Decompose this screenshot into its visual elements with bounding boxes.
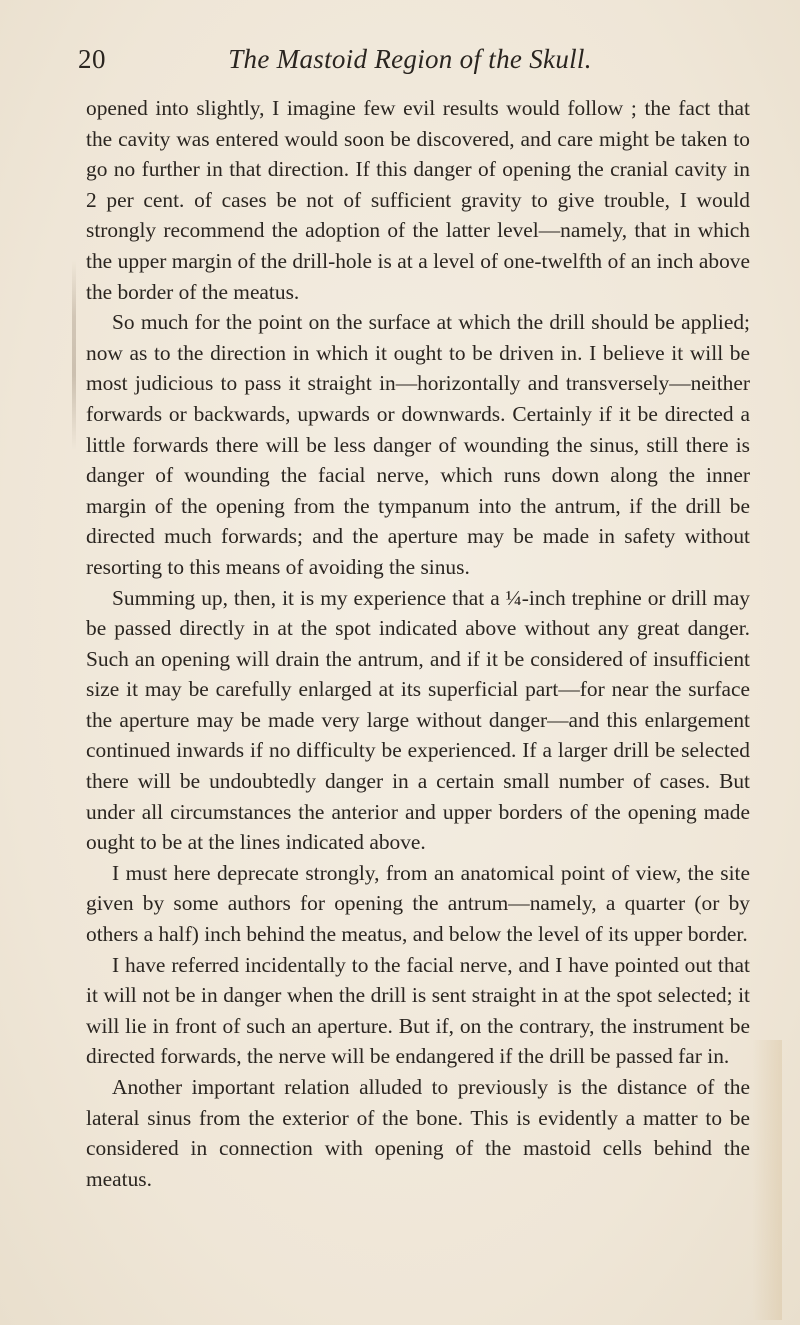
running-title: The Mastoid Region of the Skull.: [228, 44, 592, 74]
paragraph-1: opened into slightly, I imagine few evil results would follow ; the fact that the cavity was entered would soon be discovered, and care might be taken to go no further in that direction. If this danger of opening the cranial cavity in 2 per cent. of cases be not of sufficient gravity to give trouble, I would strongly recommend the adoption of the latter level—namely, that in which the upper margin of the drill-hole is at a level of one-twelfth of an inch above the border of the meatus.: [86, 96, 750, 304]
paragraph-6: Another important relation alluded to previously is the distance of the lateral sinus from the exterior of the bone. This is evidently a matter to be considered in connection with opening of the mastoid cells behind the meatus.: [86, 1075, 750, 1191]
paragraph-3: Summing up, then, it is my experience that a ¼-inch trephine or drill may be passed directly in at the spot indicated above without any great danger. Such an opening will drain the antrum, and if it be considered of insufficient size it may be carefully enlarged at its superficial part—for near the surface the aperture may be made very large without danger—and this enlargement continued inwards if no difficulty be experienced. If a larger drill be selected there will be undoubtedly danger in a certain small number of cases. But under all circumstances the anterior and upper borders of the opening made ought to be at the lines indicated above.: [86, 585, 750, 855]
paragraph-2: So much for the point on the surface at which the drill should be applied; now as to the direction in which it ought to be driven in. I believe it will be most judicious to pass it straight in—horizontally and transversely—neither forwards or backwards, upwards or downwards. Certainly if it be directed a little forwards there will be less danger of wounding the sinus, still there is danger of wounding the facial nerve, which runs down along the inner margin of the opening from the tympanum into the antrum, if the drill be directed much forwards; and the aperture may be made in safety without resorting to this means of avoiding the sinus.: [86, 310, 750, 579]
paragraph-4: I must here deprecate strongly, from an anatomical point of view, the site given by some authors for opening the antrum—namely, a quarter (or by others a half) inch behind the meatus, and below the level of its upper border.: [86, 860, 750, 947]
margin-stain: [72, 260, 76, 450]
page-number: 20: [78, 44, 106, 74]
page-header: [70, 44, 750, 80]
edge-stain: [752, 1040, 782, 1320]
body-text: [86, 93, 750, 1194]
paragraph-5: I have referred incidentally to the facial nerve, and I have pointed out that it will not be in danger when the drill is sent straight in at the spot selected; it will lie in front of such an aperture. But if, on the contrary, the instrument be directed forwards, the nerve will be endangered if the drill be passed far in.: [86, 952, 750, 1069]
